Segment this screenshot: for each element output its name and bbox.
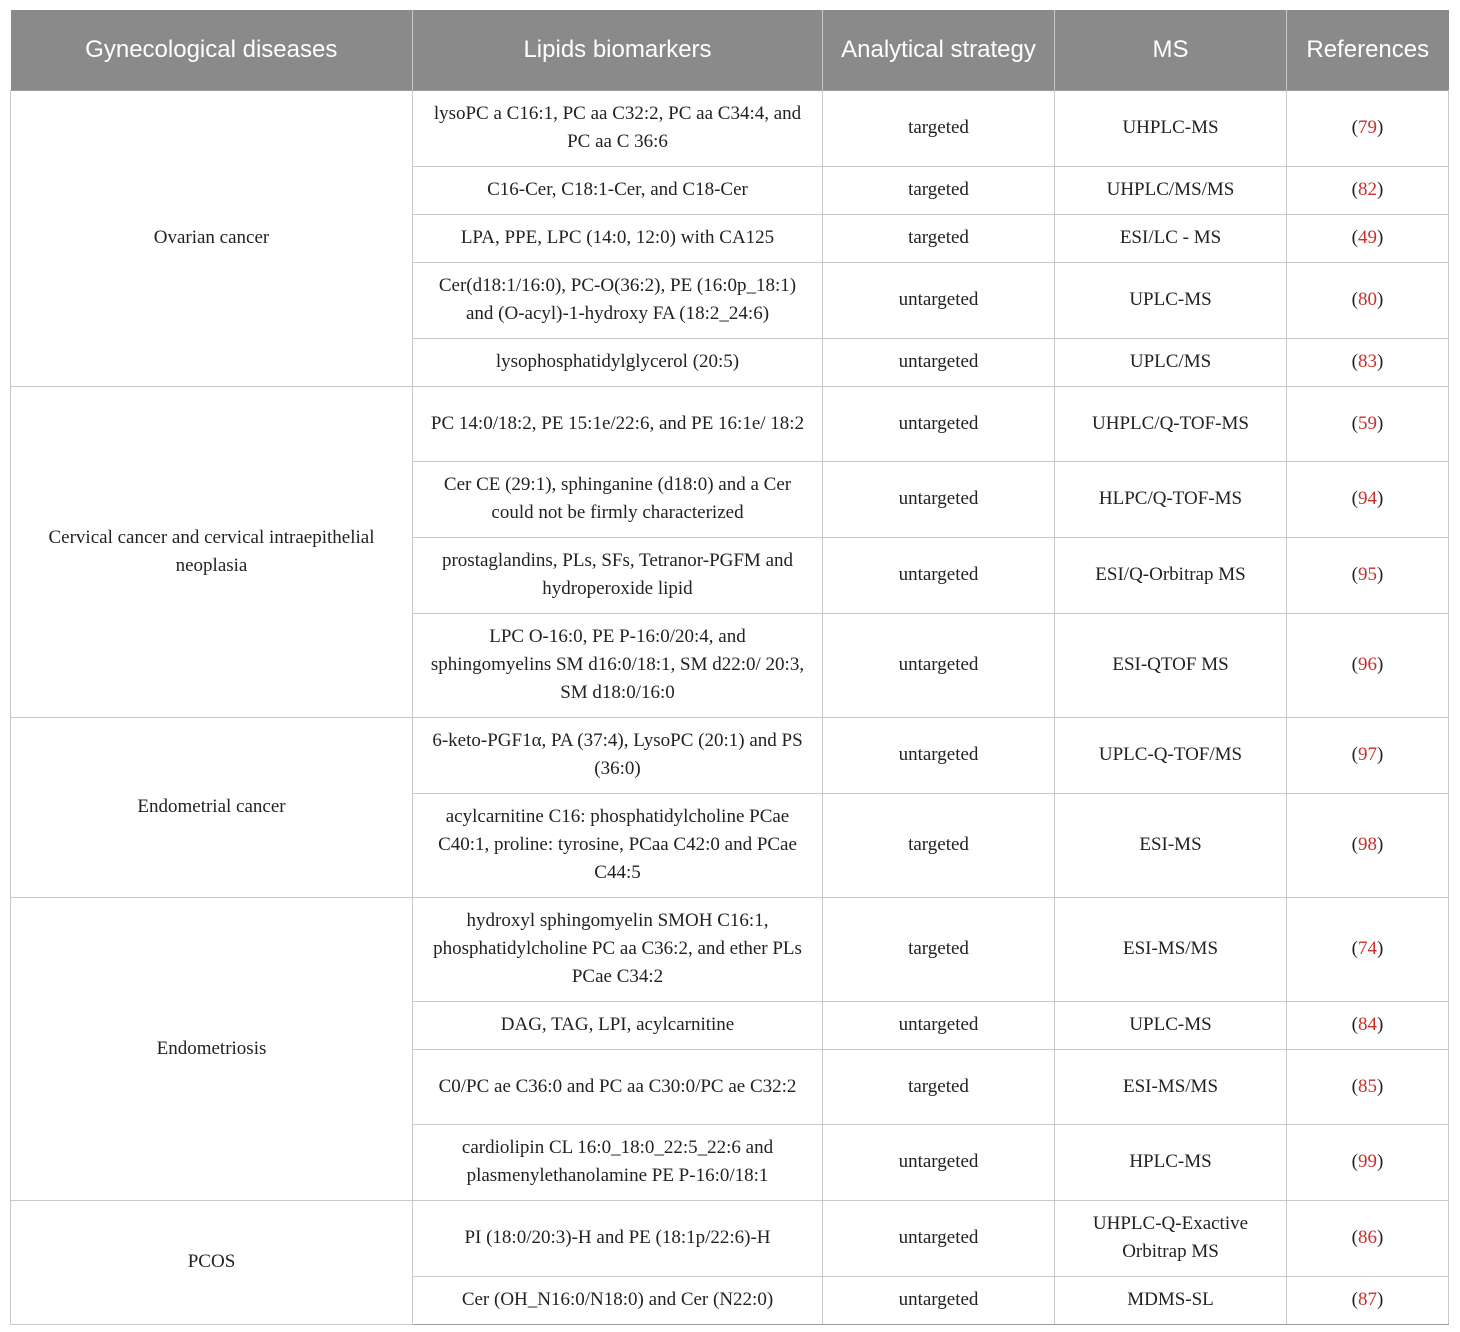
reference-link[interactable]: 96 bbox=[1358, 654, 1377, 675]
ms-cell: ESI/Q-Orbitrap MS bbox=[1055, 538, 1287, 614]
reference-cell: (79) bbox=[1287, 91, 1449, 167]
ms-cell: UHPLC/MS/MS bbox=[1055, 167, 1287, 215]
ms-cell: UPLC-MS bbox=[1055, 263, 1287, 339]
strategy-cell: untargeted bbox=[823, 339, 1055, 387]
reference-cell: (82) bbox=[1287, 167, 1449, 215]
strategy-cell: targeted bbox=[823, 167, 1055, 215]
reference-link[interactable]: 84 bbox=[1358, 1014, 1377, 1035]
reference-cell: (87) bbox=[1287, 1277, 1449, 1325]
disease-cell: Cervical cancer and cervical intraepithelial neoplasia bbox=[11, 387, 413, 718]
reference-cell: (59) bbox=[1287, 387, 1449, 462]
header-lipids-biomarkers: Lipids biomarkers bbox=[413, 10, 823, 91]
lipids-cell: DAG, TAG, LPI, acylcarnitine bbox=[413, 1002, 823, 1050]
ms-cell: ESI-MS/MS bbox=[1055, 898, 1287, 1002]
lipid-biomarker-table bbox=[10, 10, 1449, 1325]
ms-cell: MDMS-SL bbox=[1055, 1277, 1287, 1325]
ms-cell: ESI-MS bbox=[1055, 794, 1287, 898]
table-row bbox=[11, 718, 1449, 794]
lipids-cell: prostaglandins, PLs, SFs, Tetranor-PGFM and hydroperoxide lipid bbox=[413, 538, 823, 614]
header-analytical-strategy: Analytical strategy bbox=[823, 10, 1055, 91]
ms-cell: UPLC/MS bbox=[1055, 339, 1287, 387]
strategy-cell: untargeted bbox=[823, 538, 1055, 614]
reference-link[interactable]: 74 bbox=[1358, 938, 1377, 959]
ms-cell: UHPLC-MS bbox=[1055, 91, 1287, 167]
header-references: References bbox=[1287, 10, 1449, 91]
header-ms: MS bbox=[1055, 10, 1287, 91]
ms-cell: ESI/LC - MS bbox=[1055, 215, 1287, 263]
reference-cell: (85) bbox=[1287, 1050, 1449, 1125]
reference-link[interactable]: 94 bbox=[1358, 488, 1377, 509]
reference-cell: (83) bbox=[1287, 339, 1449, 387]
lipids-cell: cardiolipin CL 16:0_18:0_22:5_22:6 and plasmenylethanolamine PE P-16:0/18:1 bbox=[413, 1125, 823, 1201]
strategy-cell: targeted bbox=[823, 91, 1055, 167]
lipids-cell: lysophosphatidylglycerol (20:5) bbox=[413, 339, 823, 387]
strategy-cell: untargeted bbox=[823, 718, 1055, 794]
reference-cell: (80) bbox=[1287, 263, 1449, 339]
lipids-cell: hydroxyl sphingomyelin SMOH C16:1, phosphatidylcholine PC aa C36:2, and ether PLs PCae C34:2 bbox=[413, 898, 823, 1002]
reference-cell: (94) bbox=[1287, 462, 1449, 538]
table-row bbox=[11, 91, 1449, 167]
disease-cell: Ovarian cancer bbox=[11, 91, 413, 387]
ms-cell: UHPLC/Q-TOF-MS bbox=[1055, 387, 1287, 462]
strategy-cell: targeted bbox=[823, 1050, 1055, 1125]
reference-link[interactable]: 82 bbox=[1358, 179, 1377, 200]
lipids-cell: C0/PC ae C36:0 and PC aa C30:0/PC ae C32:2 bbox=[413, 1050, 823, 1125]
reference-link[interactable]: 59 bbox=[1358, 412, 1377, 434]
table-row bbox=[11, 898, 1449, 1002]
strategy-cell: untargeted bbox=[823, 614, 1055, 718]
strategy-cell: untargeted bbox=[823, 462, 1055, 538]
ms-cell: UPLC-MS bbox=[1055, 1002, 1287, 1050]
reference-cell: (95) bbox=[1287, 538, 1449, 614]
lipids-cell: Cer (OH_N16:0/N18:0) and Cer (N22:0) bbox=[413, 1277, 823, 1325]
ms-cell: UHPLC-Q-Exactive Orbitrap MS bbox=[1055, 1201, 1287, 1277]
table-header-row bbox=[11, 10, 1449, 91]
reference-link[interactable]: 80 bbox=[1358, 289, 1377, 310]
table-body bbox=[11, 91, 1449, 1325]
reference-cell: (84) bbox=[1287, 1002, 1449, 1050]
reference-link[interactable]: 49 bbox=[1358, 227, 1377, 248]
lipids-cell: LPA, PPE, LPC (14:0, 12:0) with CA125 bbox=[413, 215, 823, 263]
reference-link[interactable]: 87 bbox=[1358, 1289, 1377, 1310]
strategy-cell: untargeted bbox=[823, 1125, 1055, 1201]
reference-cell: (97) bbox=[1287, 718, 1449, 794]
lipids-cell: Cer CE (29:1), sphinganine (d18:0) and a Cer could not be firmly characterized bbox=[413, 462, 823, 538]
lipids-cell: 6-keto-PGF1α, PA (37:4), LysoPC (20:1) and PS (36:0) bbox=[413, 718, 823, 794]
table-row bbox=[11, 1201, 1449, 1277]
reference-cell: (86) bbox=[1287, 1201, 1449, 1277]
lipids-cell: PI (18:0/20:3)-H and PE (18:1p/22:6)-H bbox=[413, 1201, 823, 1277]
ms-cell: ESI-QTOF MS bbox=[1055, 614, 1287, 718]
header-gynecological-diseases: Gynecological diseases bbox=[11, 10, 413, 91]
disease-cell: Endometriosis bbox=[11, 898, 413, 1201]
ms-cell: UPLC-Q-TOF/MS bbox=[1055, 718, 1287, 794]
ms-cell: HPLC-MS bbox=[1055, 1125, 1287, 1201]
strategy-cell: untargeted bbox=[823, 1277, 1055, 1325]
reference-link[interactable]: 79 bbox=[1358, 117, 1377, 138]
strategy-cell: untargeted bbox=[823, 1002, 1055, 1050]
strategy-cell: untargeted bbox=[823, 1201, 1055, 1277]
reference-link[interactable]: 85 bbox=[1358, 1075, 1377, 1097]
strategy-cell: targeted bbox=[823, 794, 1055, 898]
reference-link[interactable]: 95 bbox=[1358, 564, 1377, 585]
disease-cell: Endometrial cancer bbox=[11, 718, 413, 898]
reference-cell: (99) bbox=[1287, 1125, 1449, 1201]
disease-cell: PCOS bbox=[11, 1201, 413, 1325]
lipids-cell: lysoPC a C16:1, PC aa C32:2, PC aa C34:4, and PC aa C 36:6 bbox=[413, 91, 823, 167]
lipids-cell: Cer(d18:1/16:0), PC-O(36:2), PE (16:0p_18:1) and (O-acyl)-1-hydroxy FA (18:2_24:6) bbox=[413, 263, 823, 339]
reference-cell: (96) bbox=[1287, 614, 1449, 718]
lipids-cell: acylcarnitine C16: phosphatidylcholine PCae C40:1, proline: tyrosine, PCaa C42:0 and PCae C44:5 bbox=[413, 794, 823, 898]
reference-link[interactable]: 98 bbox=[1358, 834, 1377, 855]
lipids-cell: LPC O-16:0, PE P-16:0/20:4, and sphingomyelins SM d16:0/18:1, SM d22:0/ 20:3, SM d18:0/16:0 bbox=[413, 614, 823, 718]
ms-cell: ESI-MS/MS bbox=[1055, 1050, 1287, 1125]
lipids-cell: PC 14:0/18:2, PE 15:1e/22:6, and PE 16:1e/ 18:2 bbox=[413, 387, 823, 462]
strategy-cell: targeted bbox=[823, 898, 1055, 1002]
strategy-cell: untargeted bbox=[823, 263, 1055, 339]
reference-cell: (74) bbox=[1287, 898, 1449, 1002]
table-row bbox=[11, 387, 1449, 462]
reference-link[interactable]: 86 bbox=[1358, 1227, 1377, 1248]
ms-cell: HLPC/Q-TOF-MS bbox=[1055, 462, 1287, 538]
reference-cell: (98) bbox=[1287, 794, 1449, 898]
reference-link[interactable]: 97 bbox=[1358, 744, 1377, 765]
reference-cell: (49) bbox=[1287, 215, 1449, 263]
lipids-cell: C16-Cer, C18:1-Cer, and C18-Cer bbox=[413, 167, 823, 215]
strategy-cell: untargeted bbox=[823, 387, 1055, 462]
strategy-cell: targeted bbox=[823, 215, 1055, 263]
reference-link[interactable]: 83 bbox=[1358, 351, 1377, 372]
reference-link[interactable]: 99 bbox=[1358, 1151, 1377, 1172]
